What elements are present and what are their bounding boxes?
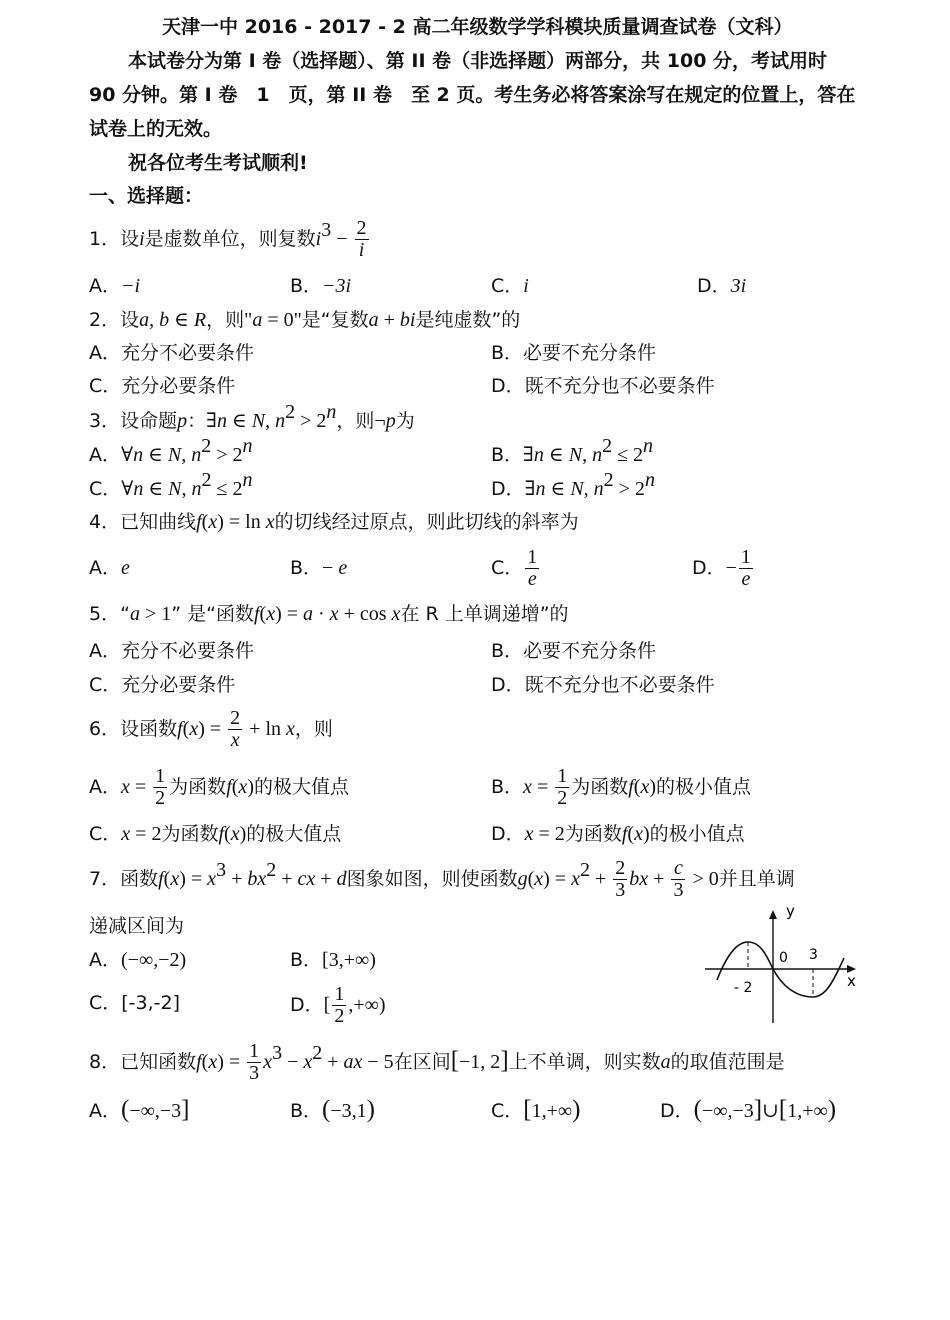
question-1: 1．设i是虚数单位，则复数$i^3$ − $\frac{2}{i}$ (89, 217, 367, 261)
q2-option-a: A．充分不必要条件 (89, 342, 254, 364)
section-heading: 一、选择题： (89, 185, 204, 207)
q1-option-b: B．−3i (290, 275, 352, 297)
y-axis-arrow-icon (769, 910, 777, 919)
y-label: y (786, 902, 795, 920)
q1-option-c: C．i (491, 275, 529, 297)
question-2: 2．设a, b ∈ R，则"a = 0"是“复数a + bi是纯虚数”的 (89, 309, 521, 331)
q7-option-c: C．[-3,-2] (89, 992, 181, 1014)
q3-option-b: B．∃n ∈ N, $n^2 \le 2^n$ (491, 435, 654, 466)
q4-option-c: C． $\frac{1}{e}$ (491, 546, 538, 590)
q2-option-c: C．充分必要条件 (89, 375, 236, 397)
question-8: 8．已知函数f(x) = $\frac{1}{3}$ $x^3 - x^2$ + ax − 5在区间[−1, 2]上不单调，则实数a的取值范围是 (89, 1040, 785, 1084)
q5-option-b: B．必要不充分条件 (491, 640, 657, 662)
q1-option-a: A．−i (89, 275, 141, 297)
question-4: 4．已知曲线f(x) = ln x的切线经过原点，则此切线的斜率为 (89, 511, 579, 533)
intro-line-3: 试卷上的无效。 (89, 118, 223, 140)
q6-option-d: D．x = 2为函数f(x)的极小值点 (491, 823, 745, 845)
q3-option-c: C．∀n ∈ N, $n^2 \le 2^n$ (89, 469, 253, 500)
q2-option-b: B．必要不充分条件 (491, 342, 657, 364)
q6-option-b: B．x = $\frac{1}{2}$ 为函数f(x)的极小值点 (491, 765, 752, 809)
intro-line-1: 本试卷分为第 I 卷（选择题）、第 II 卷（非选择题）两部分，共 100 分，考试用时 (128, 50, 828, 72)
question-7: 7．函数$f(x) = x^3 + bx^2$ + cx + d图象如图，则使函数$g(x) = x^2$ + $\frac{2}{3}$ bx + $\frac{c}{3}$ > 0并且单调 (89, 857, 795, 901)
tick-label-three: 3 (809, 947, 818, 963)
q1-option-d: D．3i (697, 275, 747, 297)
q2-option-d: D．既不充分也不必要条件 (491, 375, 715, 397)
q7-option-d: D．[ $\frac{1}{2}$ ,+∞) (290, 983, 386, 1027)
q7-option-a: A．(−∞,−2) (89, 949, 187, 971)
q4-option-d: D．− $\frac{1}{e}$ (692, 546, 751, 590)
q8-option-c: C．[1,+∞) (491, 1096, 581, 1123)
page-title: 天津一中 2016 - 2017 - 2 高二年级数学学科模块质量调查试卷（文科） (162, 16, 793, 38)
wish-text: 祝各位考生考试顺利! (128, 152, 308, 174)
q8-option-b: B．(−3,1) (290, 1096, 375, 1123)
question-3: 3．设命题p：∃n ∈ N, $n^2 > 2^n$，则¬p为 (89, 401, 415, 432)
q7-option-b: B．[3,+∞) (290, 949, 376, 971)
q8-option-d: D．(−∞,−3]∪[1,+∞) (660, 1096, 837, 1123)
origin-label: 0 (779, 950, 788, 966)
q4-option-a: A．e (89, 557, 130, 579)
q8-option-a: A．(−∞,−3] (89, 1096, 190, 1123)
q5-option-c: C．充分必要条件 (89, 674, 236, 696)
q5-option-a: A．充分不必要条件 (89, 640, 254, 662)
q5-option-d: D．既不充分也不必要条件 (491, 674, 715, 696)
q4-option-b: B．− e (290, 557, 348, 579)
q7-stem-continued: 递减区间为 (89, 915, 185, 937)
q7-function-graph (700, 902, 865, 1027)
q3-option-a: A．∀n ∈ N, $n^2 > 2^n$ (89, 435, 253, 466)
tick-label-minus-two: - 2 (734, 980, 753, 996)
intro-line-2: 90 分钟。第 I 卷 1 页，第 II 卷 至 2 页。考生务必将答案涂写在规定的位置上，答在 (89, 84, 856, 106)
x-label: x (847, 972, 856, 990)
q3-option-d: D．∃n ∈ N, $n^2 > 2^n$ (491, 469, 655, 500)
q6-option-a: A．x = $\frac{1}{2}$ 为函数f(x)的极大值点 (89, 765, 349, 809)
q6-option-c: C．x = 2为函数f(x)的极大值点 (89, 823, 342, 845)
question-6: 6．设函数f(x) = $\frac{2}{x}$ + ln x，则 (89, 707, 333, 751)
question-5: 5．“a > 1” 是“函数f(x) = a · x + cos x在 R 上单调递增”的 (89, 603, 569, 625)
